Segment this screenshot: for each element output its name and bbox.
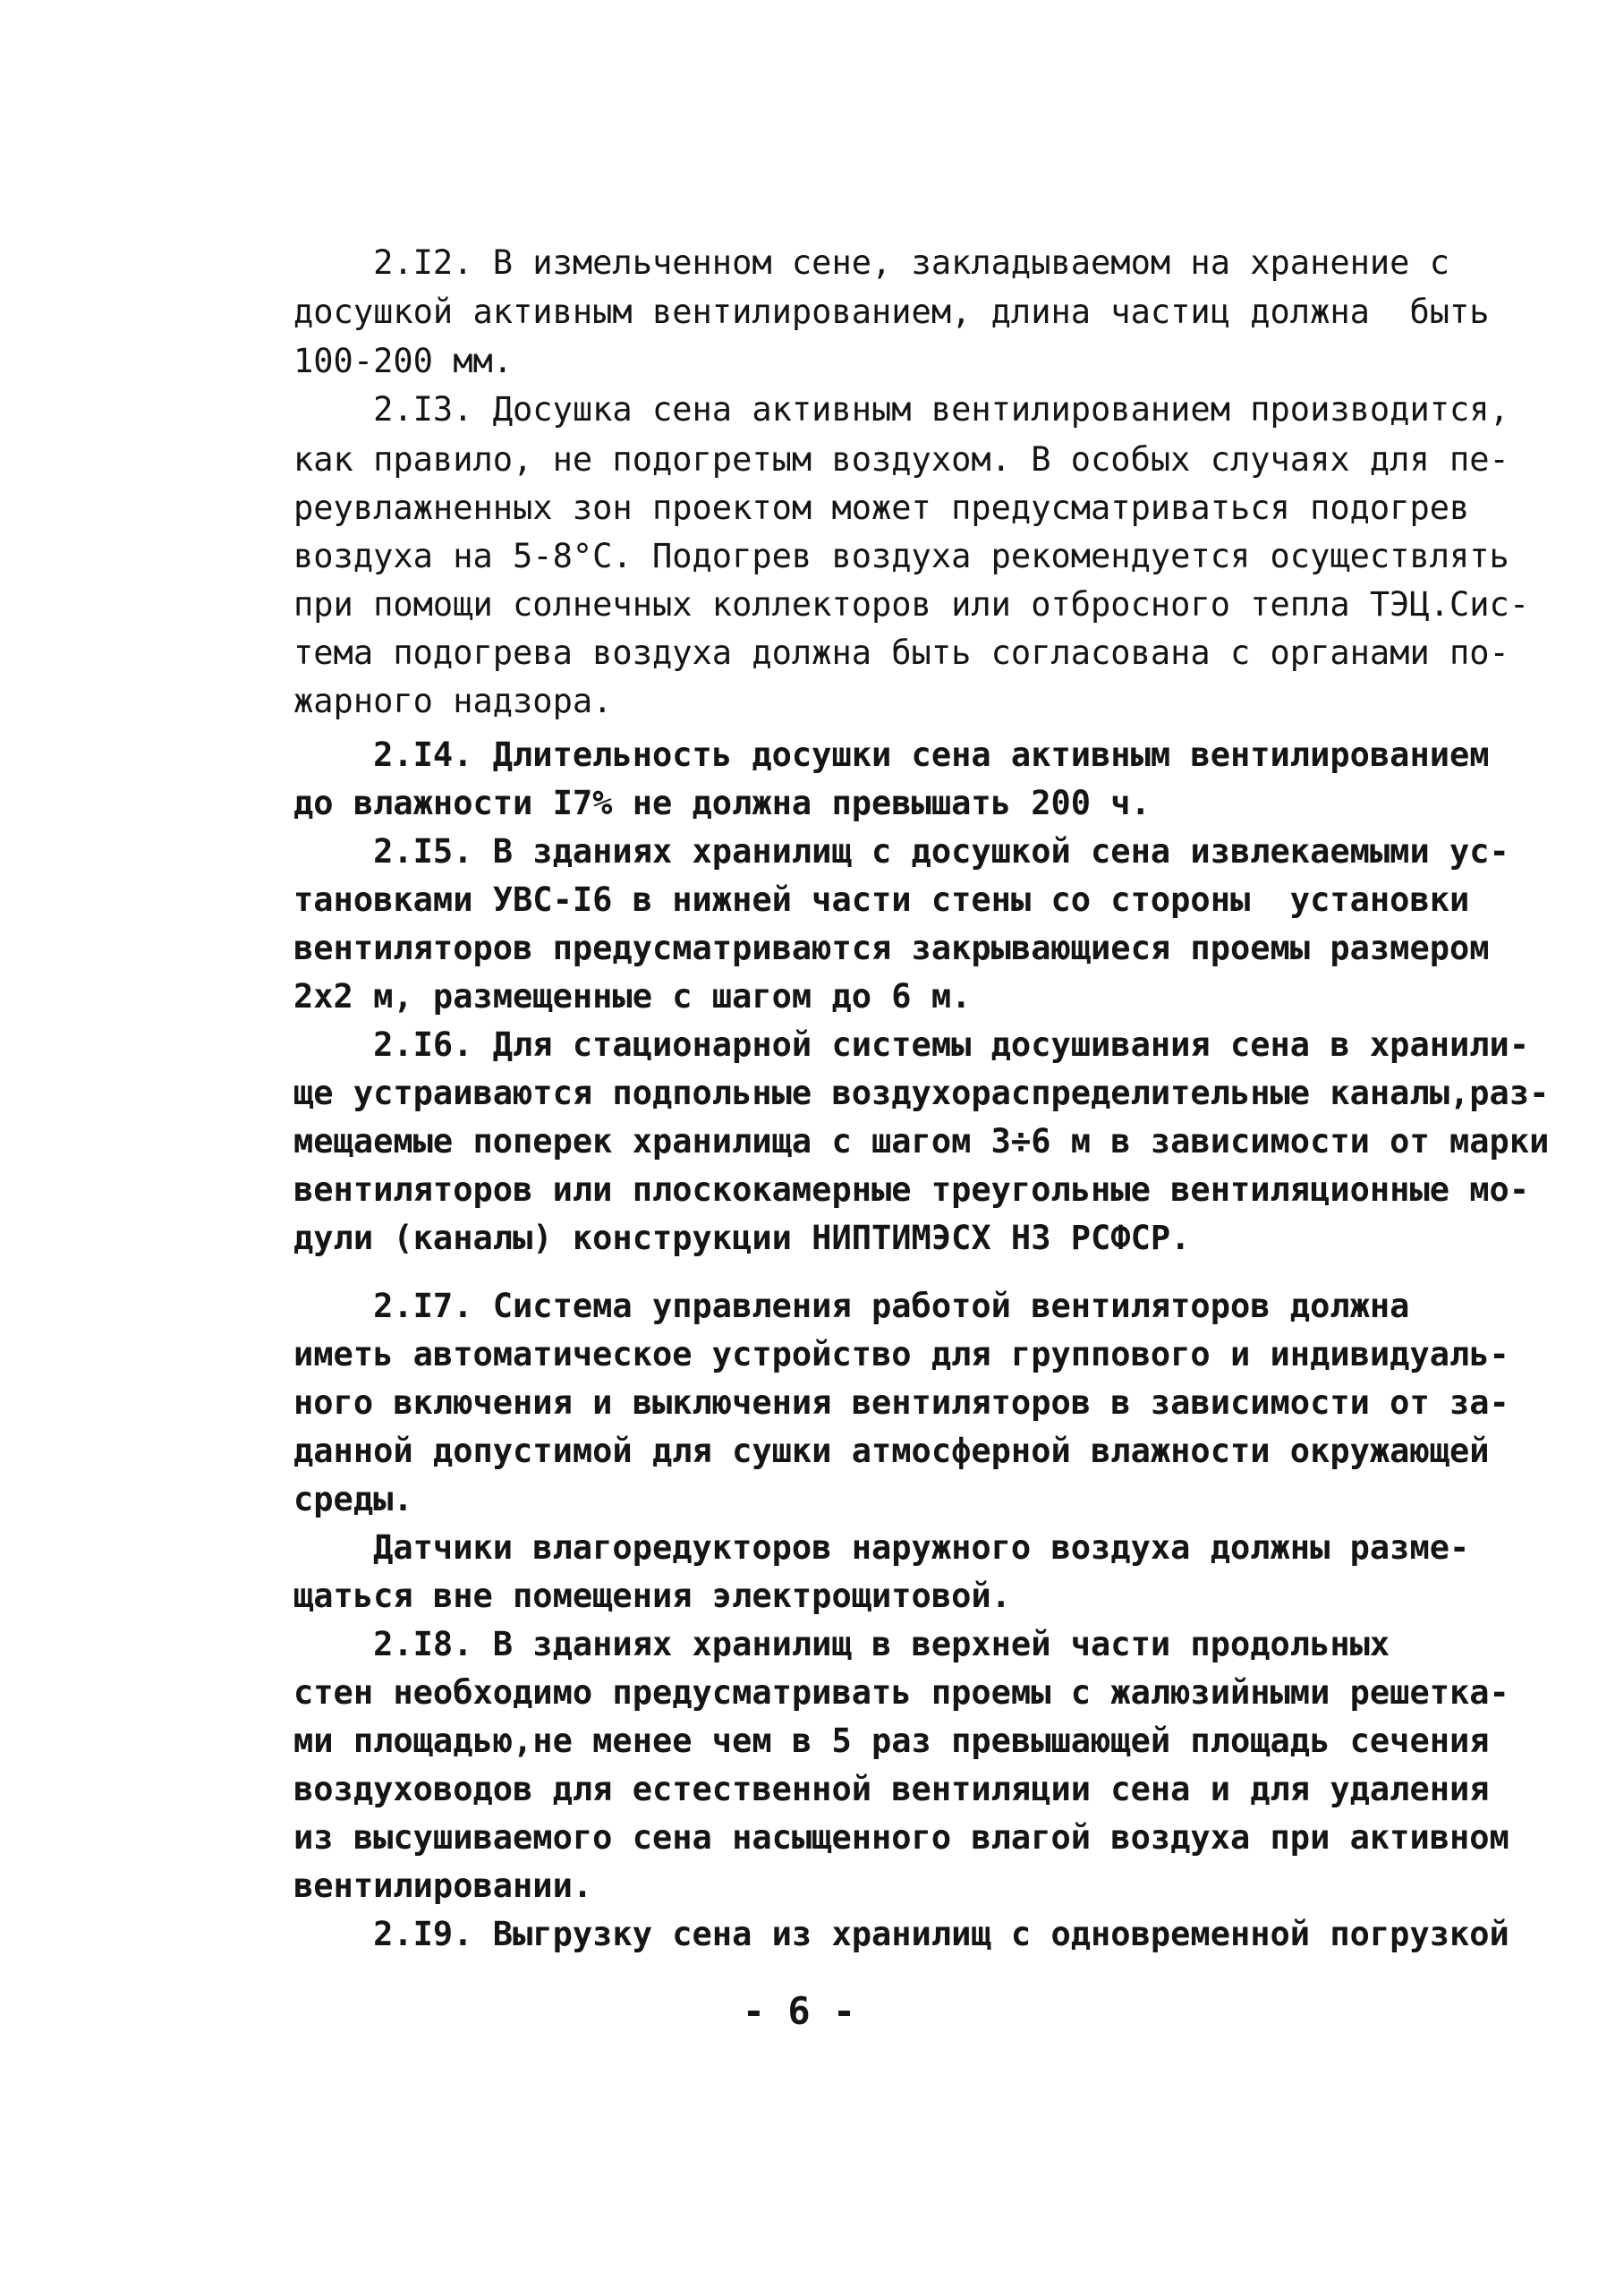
page-number: - 6 - (742, 1989, 856, 2033)
text-line: иметь автоматическое устройство для группового и индивидуаль- (293, 1335, 1509, 1373)
text-line: ще устраиваются подпольные воздухораспределительные каналы,раз- (293, 1074, 1550, 1112)
text-line: ми площадью,не менее чем в 5 раз превышающей площадь сечения (293, 1722, 1490, 1760)
text-line: 2.I3. Досушка сена активным вентилированием производится, (293, 390, 1509, 429)
text-line: 2.I2. В измельченном сене, закладываемом на хранение с (293, 243, 1450, 282)
text-line: 2.I9. Выгрузку сена из хранилищ с одновременной погрузкой (293, 1915, 1509, 1953)
text-line: дули (каналы) конструкции НИПТИМЭСХ НЗ РСФСР. (293, 1219, 1191, 1257)
text-line: тема подогрева воздуха должна быть согласована с органами по- (293, 634, 1509, 672)
text-line: среды. (293, 1480, 413, 1518)
text-line: данной допустимой для сушки атмосферной влажности окружающей (293, 1432, 1490, 1470)
text-line: Датчики влагоредукторов наружного воздуха должны разме- (293, 1528, 1470, 1567)
text-line: воздуховодов для естественной вентиляции сена и для удаления (293, 1770, 1490, 1808)
text-line: вентилировании. (293, 1867, 593, 1905)
text-line: как правило, не подогретым воздухом. В особых случаях для пе- (293, 440, 1509, 479)
text-line: воздуха на 5-8°С. Подогрев воздуха рекомендуется осуществлять (293, 537, 1509, 575)
text-line: щаться вне помещения электрощитовой. (293, 1577, 1011, 1615)
text-line: 100-200 мм. (293, 342, 514, 380)
text-line: досушкой активным вентилированием, длина частиц должна быть (293, 293, 1490, 331)
text-line: вентиляторов или плоскокамерные треугольные вентиляционные мо- (293, 1170, 1530, 1209)
text-line: 2.I6. Для стационарной системы досушивания сена в хранили- (293, 1025, 1530, 1064)
text-line: 2.I7. Система управления работой вентиляторов должна (293, 1287, 1410, 1325)
text-line: до влажности I7% не должна превышать 200 ч. (293, 784, 1151, 822)
text-line: из высушиваемого сена насыщенного влагой воздуха при активном (293, 1818, 1509, 1857)
text-line: 2.I4. Длительность досушки сена активным вентилированием (293, 736, 1490, 774)
text-line: 2.I8. В зданиях хранилищ в верхней части продольных (293, 1625, 1390, 1663)
text-line: жарного надзора. (293, 682, 613, 720)
text-line: 2.I5. В зданиях хранилищ с досушкой сена извлекаемыми ус- (293, 832, 1509, 871)
text-line: реувлажненных зон проектом может предусматриваться подогрев (293, 489, 1470, 527)
text-line: тановками УВС-I6 в нижней части стены со стороны установки (293, 880, 1470, 919)
text-line: 2х2 м, размещенные с шагом до 6 м. (293, 977, 972, 1016)
text-line: мещаемые поперек хранилища с шагом 3÷6 м в зависимости от марки (293, 1122, 1550, 1161)
text-line: ного включения и выключения вентиляторов в зависимости от за- (293, 1383, 1509, 1422)
text-line: при помощи солнечных коллекторов или отбросного тепла ТЭЦ.Сис- (293, 585, 1530, 624)
text-line: стен необходимо предусматривать проемы с жалюзийными решетка- (293, 1673, 1509, 1712)
text-line: вентиляторов предусматриваются закрывающиеся проемы размером (293, 929, 1490, 967)
